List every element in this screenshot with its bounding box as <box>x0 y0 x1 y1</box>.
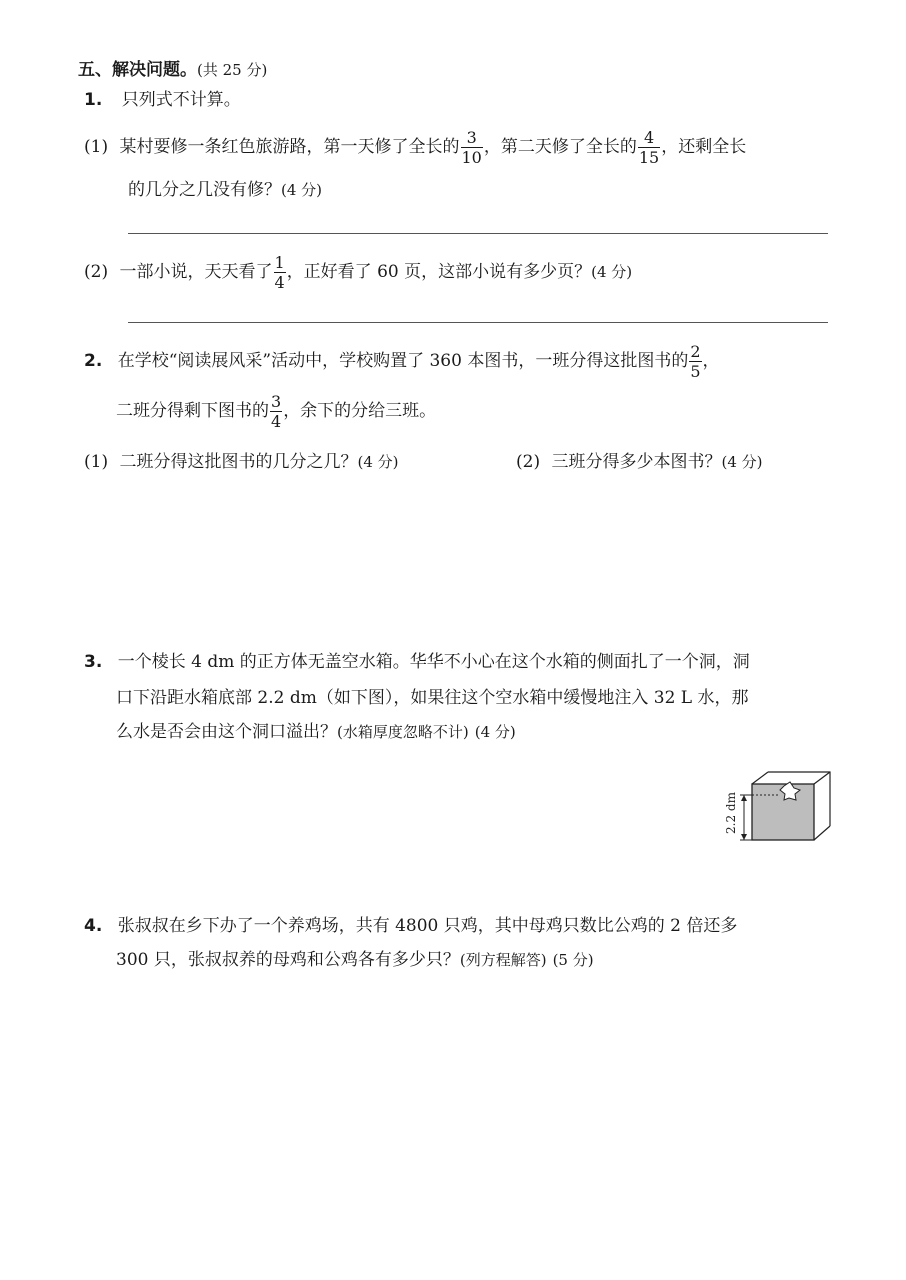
question-3-line-3 <box>116 720 516 744</box>
sub-text-post: ，正好看了 60 页，这部小说有多少页？ <box>286 262 592 282</box>
question-number: 1. <box>84 90 103 110</box>
section-score: (共 25 分) <box>197 61 268 79</box>
sub-label: (1) <box>84 452 109 472</box>
sub-text-pre: 一部小说，天天看了 <box>119 262 273 282</box>
sub-label: (2) <box>84 262 109 282</box>
answer-line-2[interactable] <box>128 322 828 323</box>
section-header <box>78 55 267 80</box>
sub-score: (4 分) <box>281 181 323 199</box>
question-text-line1: 一个棱长 4 dm 的正方体无盖空水箱。华华不小心在这个水箱的侧面扎了一个洞，洞 <box>117 652 750 672</box>
question-text-post: ， <box>702 351 720 371</box>
question-1-sub-1 <box>84 128 746 167</box>
sub-score: (4 分) <box>591 263 633 281</box>
question-1-sub-2 <box>84 253 632 292</box>
question-number: 4. <box>84 916 103 936</box>
question-note: (水箱厚度忽略不计) <box>337 723 469 741</box>
sub-text-mid: ，第二天修了全长的 <box>483 137 637 157</box>
cube-right-top-edge <box>814 772 830 784</box>
question-score: (5 分) <box>552 951 594 969</box>
fraction-4-15: $\frac{4}{15}$ <box>638 128 660 167</box>
question-2 <box>84 342 720 381</box>
sub-label: (2) <box>516 452 541 472</box>
cube-figure <box>716 770 840 862</box>
answer-line-1[interactable] <box>128 233 828 234</box>
question-1 <box>84 88 241 112</box>
dimension-label: 2.2 dm <box>724 792 738 834</box>
question-number: 2. <box>84 351 103 371</box>
sub-text: 二班分得这批图书的几分之几？ <box>119 452 358 472</box>
fraction-1-4: $\frac{1}{4}$ <box>274 253 285 292</box>
fraction-3-4: $\frac{3}{4}$ <box>271 392 282 431</box>
question-number: 3. <box>84 652 103 672</box>
cube-right-bottom-edge <box>814 826 830 840</box>
question-1-sub-1-line-2 <box>128 178 322 202</box>
sub-text-line2: 的几分之几没有修？ <box>128 180 281 200</box>
question-4 <box>84 914 737 938</box>
question-text-pre: 二班分得剩下图书的 <box>116 401 269 421</box>
question-text: 只列式不计算。 <box>121 90 241 110</box>
question-text-line3: 么水是否会由这个洞口溢出？ <box>116 722 337 742</box>
question-3 <box>84 650 750 674</box>
dimension-arrow-down <box>741 834 747 840</box>
question-text-line2: 300 只，张叔叔养的母鸡和公鸡各有多少只？ <box>116 950 460 970</box>
question-2-sub-2 <box>516 450 763 474</box>
question-note: (列方程解答) <box>459 951 547 969</box>
question-score: (4 分) <box>474 723 516 741</box>
question-2-sub-1 <box>84 450 399 474</box>
section-title: 五、解决问题。 <box>78 60 197 80</box>
cube-left-top-edge <box>752 772 768 784</box>
sub-text-pre: 某村要修一条红色旅游路，第一天修了全长的 <box>119 137 460 157</box>
sub-label: (1) <box>84 137 109 157</box>
question-text-line2: 口下沿距水箱底部 2.2 dm（如下图），如果往这个空水箱中缓慢地注入 32 L 水，那 <box>116 688 749 708</box>
question-text-post: ，余下的分给三班。 <box>283 401 437 421</box>
sub-text-post: ，还剩全长 <box>661 137 747 157</box>
dimension-arrow-up <box>741 795 747 801</box>
question-2-line-2 <box>116 392 436 431</box>
sub-score: (4 分) <box>721 453 763 471</box>
question-text-pre: 在学校“阅读展风采”活动中，学校购置了 360 本图书，一班分得这批图书的 <box>117 351 689 371</box>
question-text-line1: 张叔叔在乡下办了一个养鸡场，共有 4800 只鸡，其中母鸡只数比公鸡的 2 倍还多 <box>117 916 738 936</box>
fraction-2-5: $\frac{2}{5}$ <box>690 342 701 381</box>
sub-score: (4 分) <box>357 453 399 471</box>
question-4-line-2 <box>116 948 594 972</box>
fraction-3-10: $\frac{3}{10}$ <box>461 128 482 167</box>
sub-text: 三班分得多少本图书？ <box>551 452 722 472</box>
question-3-line-2 <box>116 686 748 710</box>
